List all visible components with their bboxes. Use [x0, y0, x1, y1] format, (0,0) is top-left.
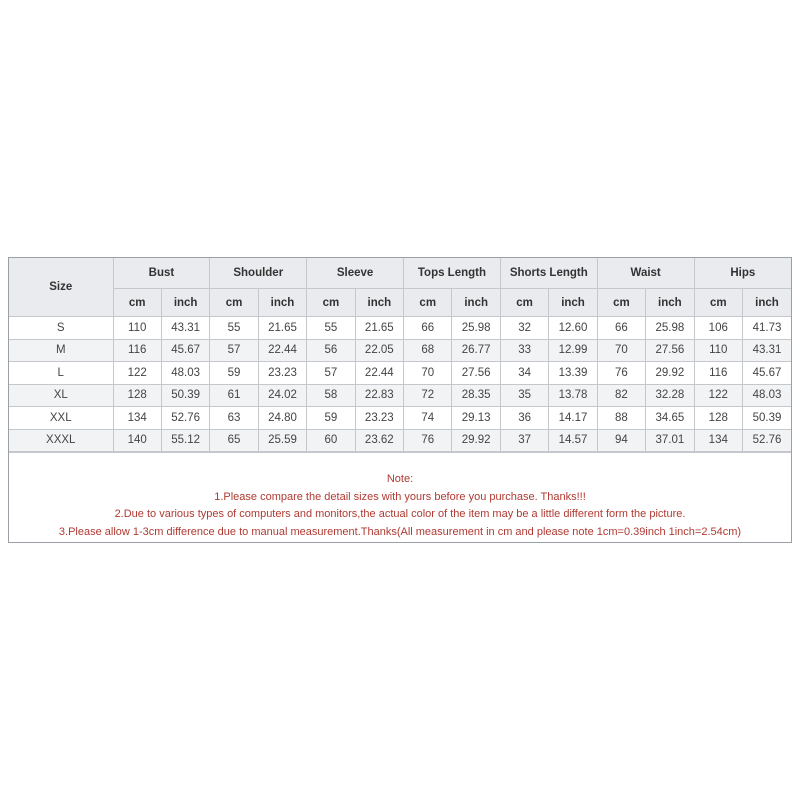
measure-cell: 50.39 — [161, 384, 209, 407]
group-header-shorts-length: Shorts Length — [500, 258, 597, 289]
size-cell: M — [9, 339, 113, 362]
measure-cell: 34 — [500, 362, 548, 385]
measure-cell: 58 — [307, 384, 355, 407]
measure-cell: 37 — [500, 429, 548, 452]
group-header-tops-length: Tops Length — [404, 258, 501, 289]
table-row — [9, 429, 791, 452]
size-chart — [8, 257, 792, 543]
unit-header-row — [9, 289, 791, 317]
measure-cell: 22.83 — [355, 384, 403, 407]
unit-header-inch: inch — [646, 289, 694, 317]
size-table — [9, 258, 791, 452]
unit-header-cm: cm — [694, 289, 742, 317]
measure-cell: 55 — [210, 317, 258, 340]
measure-cell: 12.60 — [549, 317, 597, 340]
group-header-row — [9, 258, 791, 289]
measure-cell: 134 — [113, 407, 161, 430]
measure-cell: 59 — [210, 362, 258, 385]
unit-header-cm: cm — [113, 289, 161, 317]
measure-cell: 14.17 — [549, 407, 597, 430]
size-table-body — [9, 317, 791, 452]
measure-cell: 65 — [210, 429, 258, 452]
measure-cell: 60 — [307, 429, 355, 452]
measure-cell: 110 — [113, 317, 161, 340]
measure-cell: 66 — [404, 317, 452, 340]
unit-header-inch: inch — [355, 289, 403, 317]
measure-cell: 134 — [694, 429, 742, 452]
measure-cell: 13.78 — [549, 384, 597, 407]
measure-cell: 50.39 — [742, 407, 791, 430]
measure-cell: 34.65 — [646, 407, 694, 430]
group-header-bust: Bust — [113, 258, 210, 289]
measure-cell: 94 — [597, 429, 645, 452]
measure-cell: 32.28 — [646, 384, 694, 407]
measure-cell: 72 — [404, 384, 452, 407]
notes-section — [9, 452, 791, 541]
measure-cell: 23.62 — [355, 429, 403, 452]
measure-cell: 26.77 — [452, 339, 500, 362]
measure-cell: 55 — [307, 317, 355, 340]
measure-cell: 52.76 — [742, 429, 791, 452]
measure-cell: 41.73 — [742, 317, 791, 340]
measure-cell: 88 — [597, 407, 645, 430]
measure-cell: 28.35 — [452, 384, 500, 407]
measure-cell: 25.98 — [646, 317, 694, 340]
measure-cell: 122 — [694, 384, 742, 407]
measure-cell: 76 — [597, 362, 645, 385]
measure-cell: 25.59 — [258, 429, 306, 452]
group-header-hips: Hips — [694, 258, 791, 289]
table-row — [9, 339, 791, 362]
measure-cell: 48.03 — [161, 362, 209, 385]
measure-cell: 128 — [113, 384, 161, 407]
size-cell: XXXL — [9, 429, 113, 452]
measure-cell: 74 — [404, 407, 452, 430]
unit-header-cm: cm — [404, 289, 452, 317]
unit-header-cm: cm — [597, 289, 645, 317]
size-cell: XL — [9, 384, 113, 407]
note-line-3: 3.Please allow 1-3cm difference due to manual measurement.Thanks(All measurement in cm and please note 1cm=0.39inch 1inch=2.54cm) — [58, 525, 742, 538]
measure-cell: 45.67 — [161, 339, 209, 362]
unit-header-cm: cm — [210, 289, 258, 317]
measure-cell: 22.44 — [258, 339, 306, 362]
measure-cell: 43.31 — [742, 339, 791, 362]
group-header-shoulder: Shoulder — [210, 258, 307, 289]
measure-cell: 29.92 — [646, 362, 694, 385]
measure-cell: 122 — [113, 362, 161, 385]
size-cell: S — [9, 317, 113, 340]
unit-header-inch: inch — [258, 289, 306, 317]
note-line-1: 1.Please compare the detail sizes with yours before you purchase. Thanks!!! — [214, 490, 586, 503]
measure-cell: 52.76 — [161, 407, 209, 430]
measure-cell: 29.92 — [452, 429, 500, 452]
group-header-waist: Waist — [597, 258, 694, 289]
measure-cell: 55.12 — [161, 429, 209, 452]
measure-cell: 33 — [500, 339, 548, 362]
measure-cell: 59 — [307, 407, 355, 430]
measure-cell: 66 — [597, 317, 645, 340]
measure-cell: 43.31 — [161, 317, 209, 340]
measure-cell: 106 — [694, 317, 742, 340]
measure-cell: 35 — [500, 384, 548, 407]
measure-cell: 22.05 — [355, 339, 403, 362]
measure-cell: 12.99 — [549, 339, 597, 362]
unit-header-inch: inch — [452, 289, 500, 317]
table-row — [9, 384, 791, 407]
unit-header-cm: cm — [500, 289, 548, 317]
table-row — [9, 407, 791, 430]
measure-cell: 110 — [694, 339, 742, 362]
unit-header-inch: inch — [549, 289, 597, 317]
measure-cell: 70 — [597, 339, 645, 362]
measure-cell: 24.02 — [258, 384, 306, 407]
measure-cell: 37.01 — [646, 429, 694, 452]
measure-cell: 61 — [210, 384, 258, 407]
unit-header-inch: inch — [742, 289, 791, 317]
measure-cell: 57 — [210, 339, 258, 362]
measure-cell: 116 — [694, 362, 742, 385]
measure-cell: 56 — [307, 339, 355, 362]
size-cell: L — [9, 362, 113, 385]
measure-cell: 70 — [404, 362, 452, 385]
unit-header-cm: cm — [307, 289, 355, 317]
measure-cell: 57 — [307, 362, 355, 385]
measure-cell: 22.44 — [355, 362, 403, 385]
measure-cell: 23.23 — [258, 362, 306, 385]
measure-cell: 82 — [597, 384, 645, 407]
measure-cell: 32 — [500, 317, 548, 340]
measure-cell: 27.56 — [452, 362, 500, 385]
measure-cell: 76 — [404, 429, 452, 452]
measure-cell: 36 — [500, 407, 548, 430]
note-line-2: 2.Due to various types of computers and monitors,the actual color of the item may be a little different form the picture. — [114, 508, 686, 520]
measure-cell: 45.67 — [742, 362, 791, 385]
notes-title: Note: — [386, 473, 414, 485]
measure-cell: 24.80 — [258, 407, 306, 430]
measure-cell: 48.03 — [742, 384, 791, 407]
measure-cell: 29.13 — [452, 407, 500, 430]
table-row — [9, 362, 791, 385]
measure-cell: 21.65 — [258, 317, 306, 340]
measure-cell: 14.57 — [549, 429, 597, 452]
measure-cell: 116 — [113, 339, 161, 362]
measure-cell: 27.56 — [646, 339, 694, 362]
table-row — [9, 317, 791, 340]
unit-header-inch: inch — [161, 289, 209, 317]
measure-cell: 68 — [404, 339, 452, 362]
measure-cell: 140 — [113, 429, 161, 452]
measure-cell: 23.23 — [355, 407, 403, 430]
measure-cell: 63 — [210, 407, 258, 430]
size-column-header: Size — [9, 258, 113, 317]
group-header-sleeve: Sleeve — [307, 258, 404, 289]
measure-cell: 21.65 — [355, 317, 403, 340]
measure-cell: 128 — [694, 407, 742, 430]
measure-cell: 25.98 — [452, 317, 500, 340]
size-cell: XXL — [9, 407, 113, 430]
measure-cell: 13.39 — [549, 362, 597, 385]
